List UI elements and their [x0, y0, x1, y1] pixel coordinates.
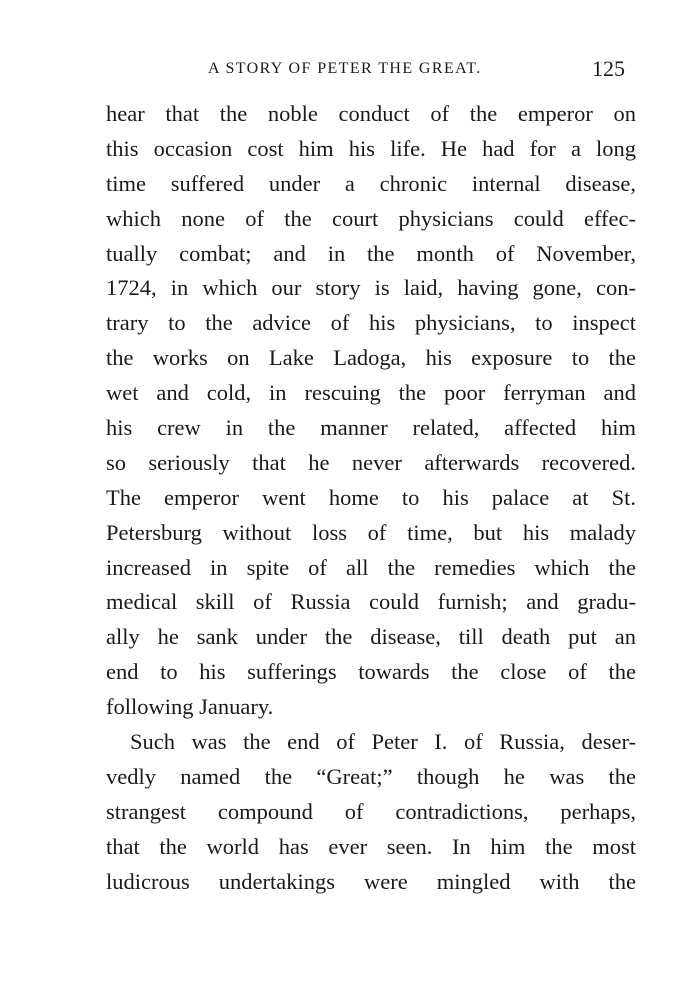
text-line: increased in spite of all the remedies which the — [106, 554, 636, 580]
text-line: The emperor went home to his palace at St. — [106, 484, 636, 510]
text-line: Petersburg without loss of time, but his malady — [106, 519, 636, 545]
page-number: 125 — [592, 56, 625, 81]
text-line: medical skill of Russia could furnish; and gradu- — [106, 589, 636, 615]
text-line: end to his sufferings towards the close of the — [106, 659, 636, 685]
body-text — [106, 97, 636, 899]
text-line: strangest compound of contradictions, perhaps, — [106, 798, 636, 824]
text-line: ally he sank under the disease, till death put an — [106, 624, 636, 650]
paragraph-start-line: Such was the end of Peter I. of Russia, deser- — [130, 729, 636, 755]
text-line: this occasion cost him his life. He had for a long — [106, 135, 636, 161]
running-head — [0, 56, 684, 86]
text-line: his crew in the manner related, affected him — [106, 415, 636, 441]
text-line: 1724, in which our story is laid, having gone, con- — [106, 275, 636, 301]
paragraph-end-line: following January. — [106, 694, 274, 720]
text-line: which none of the court physicians could effec- — [106, 205, 636, 231]
running-title: A STORY OF PETER THE GREAT. — [208, 60, 482, 77]
text-line: trary to the advice of his physicians, to inspect — [106, 310, 636, 336]
text-line: wet and cold, in rescuing the poor ferryman and — [106, 380, 636, 406]
text-line: vedly named the “Great;” though he was the — [106, 763, 636, 789]
text-line: so seriously that he never afterwards recovered. — [106, 449, 636, 475]
text-line: hear that the noble conduct of the emperor on — [106, 101, 636, 126]
text-line: time suffered under a chronic internal disease, — [106, 170, 636, 196]
text-line: ludicrous undertakings were mingled with the — [106, 868, 636, 894]
text-line: tually combat; and in the month of November, — [106, 240, 636, 266]
text-line: that the world has ever seen. In him the most — [106, 833, 636, 859]
text-line: the works on Lake Ladoga, his exposure to the — [106, 345, 636, 371]
